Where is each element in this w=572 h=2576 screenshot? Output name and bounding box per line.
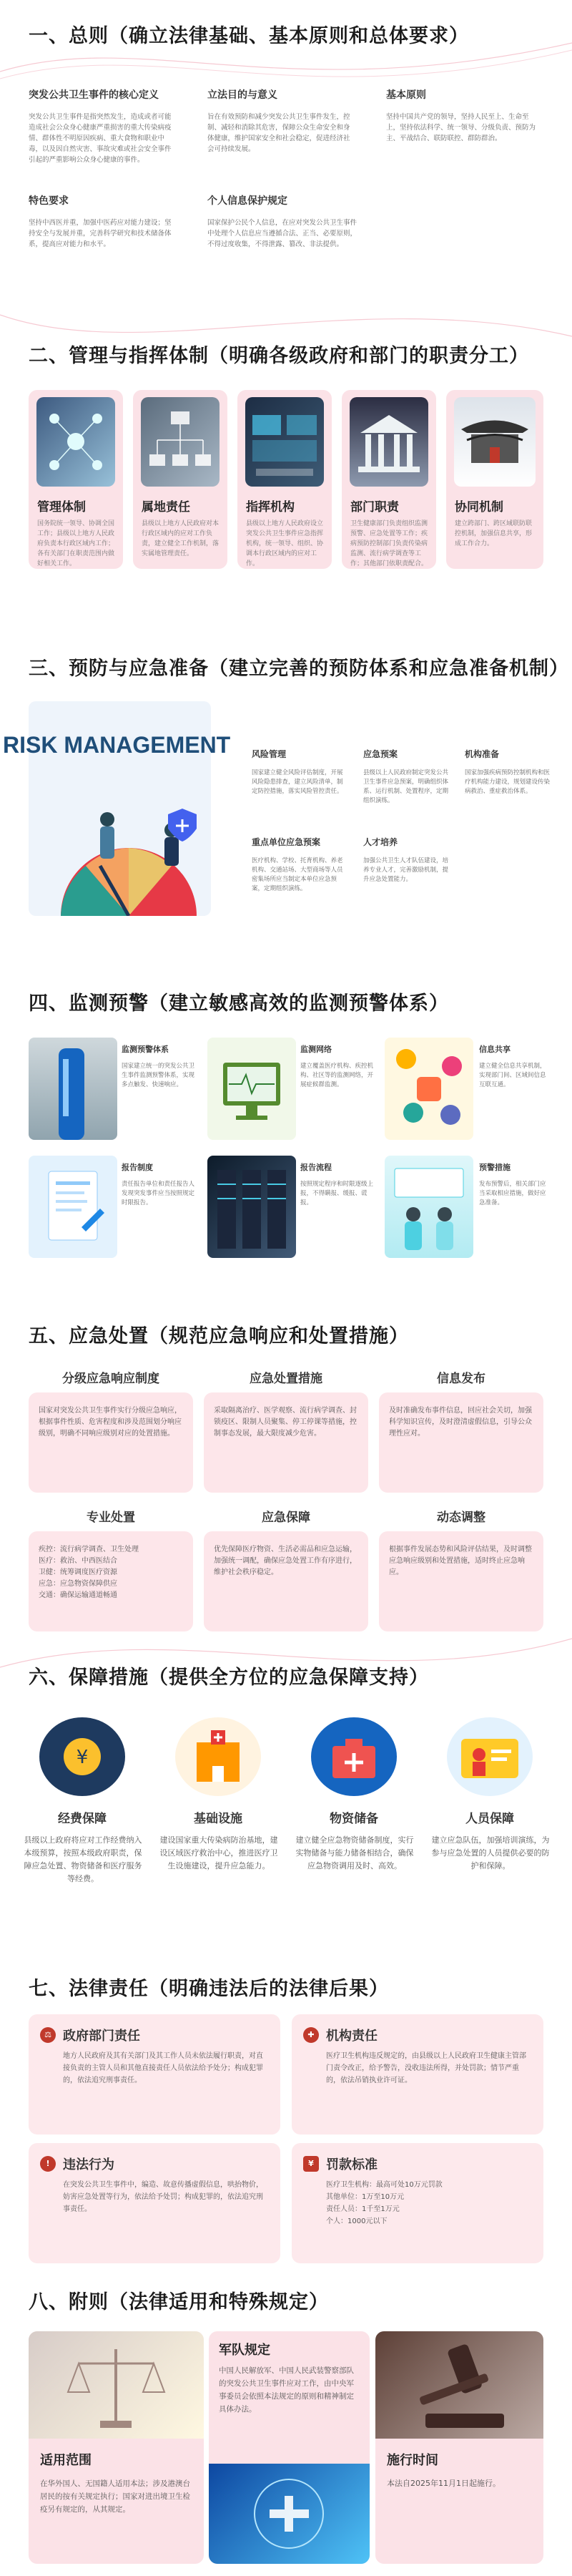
s1-item-head: 基本原则 [386, 89, 426, 101]
s4-item-body: 责任报告单位和责任报告人发现突发事件应当按照规定时限报告。 [122, 1181, 195, 1206]
s2-card [237, 390, 332, 569]
s8-item-body: 在华外国人、无国籍人适用本法；涉及港澳台居民的按有关规定执行；国家对进出境卫生检疫另有规定的，从其规定。 [40, 2479, 190, 2514]
s4-item-head: 预警措施 [479, 1163, 511, 1172]
s7-card [29, 2014, 280, 2135]
s2-card-body: 卫生健康部门负责组织监测预警、应急处置等工作；疾病预防控制部门负责传染病监测、流行病学调查等工作；其他部门依职责配合。 [350, 520, 428, 567]
network-people-image [36, 397, 115, 487]
s4-item [479, 1043, 551, 1090]
s7-item-body: 医疗卫生机构：最高可处10万元罚款 其他单位：1万至10万元 责任人员：1千至1万元 个人：1000元以下 [326, 2181, 443, 2225]
s4-item [122, 1161, 197, 1208]
s4-item [122, 1043, 197, 1090]
s1-item-body: 旨在有效预防和减少突发公共卫生事件发生，控制、减轻和消除其危害，保障公众生命安全和身体健康，维护国家安全和社会稳定，促进经济社会可持续发展。 [207, 113, 350, 153]
s5-item-head: 分级应急响应制度 [62, 1372, 159, 1386]
s7-item-head: 政府部门责任 [63, 2029, 140, 2044]
s1-item [29, 193, 172, 250]
warning-icon: ! [40, 2156, 56, 2172]
s6-item-body: 建设国家重大传染病防治基地，建设区域医疗救治中心，推进医疗卫生设施建设，提升应急能力。 [159, 1835, 278, 1870]
s1-item-head: 立法目的与意义 [207, 89, 277, 101]
s8-card-scope [29, 2331, 204, 2564]
s1-item [386, 87, 536, 144]
report-document-image [29, 1156, 117, 1258]
s6-item-head: 经费保障 [58, 1812, 107, 1826]
s7-item-head: 机构责任 [326, 2029, 378, 2044]
s2-card-body: 县级以上地方人民政府对本行政区域内的应对工作负责，建立健全工作机制，落实属地管理责任。 [142, 520, 220, 557]
section-3-title: 三、预防与应急准备（建立完善的预防体系和应急准备机制） [29, 658, 569, 680]
s5-item-body: 疾控：流行病学调查、卫生处理 医疗：救治、中西医结合 卫健：统筹调度医疗资源 应急：应急物资保障供应 交通：确保运输通道畅通 [29, 1531, 193, 1631]
s4-item [300, 1043, 375, 1090]
s4-item-head: 监测网络 [300, 1045, 332, 1054]
s7-item-head: 违法行为 [63, 2157, 114, 2172]
s1-item-body: 坚持中西医并重，加强中医药应对能力建设；坚持安全与发展并重，完善科学研究和技术储备体系，提高应对能力和水平。 [29, 219, 172, 248]
s4-item-head: 报告制度 [122, 1163, 153, 1172]
s3-item-body: 国家加强疾病预防控制机构和医疗机构能力建设，规划建设传染病救治、重症救治体系。 [465, 769, 551, 795]
s8-item-head: 军队规定 [219, 2343, 270, 2358]
s6-item-body: 建立健全应急物资储备制度，实行实物储备与能力储备相结合，确保应急物资调用及时、高效。 [295, 1835, 414, 1870]
funding-icon [39, 1717, 125, 1796]
hospital-building-icon [175, 1717, 261, 1796]
scales-of-justice-image [29, 2331, 204, 2439]
s3-item [465, 748, 551, 796]
gavel-image [375, 2331, 543, 2439]
section-8-title: 八、附则（法律适用和特殊规定） [29, 2291, 329, 2313]
s3-item [363, 748, 449, 806]
s4-item-head: 信息共享 [479, 1045, 511, 1054]
s3-item [252, 836, 348, 894]
s3-item-head: 机构准备 [465, 749, 500, 759]
s4-item-body: 国家建立统一的突发公共卫生事件监测预警体系，实现多点触发、快速响应。 [122, 1063, 195, 1088]
decorative-wave [0, 0, 572, 100]
heartbeat-monitor-image [207, 1038, 296, 1140]
s3-item-body: 县级以上人民政府制定突发公共卫生事件应急预案，明确组织体系、运行机制、处置程序，定期组织演练。 [363, 769, 449, 804]
s1-item-head: 突发公共卫生事件的核心定义 [29, 89, 159, 101]
s7-card [292, 2014, 543, 2135]
supplies-icon [311, 1717, 397, 1796]
section-6-title: 六、保障措施（提供全方位的应急保障支持） [29, 1667, 429, 1689]
s1-item [29, 87, 172, 165]
command-center-image [245, 397, 324, 487]
s5-item-body: 国家对突发公共卫生事件实行分级应急响应，根据事件性质、危害程度和涉及范围划分响应级别，明确不同响应级别对应的处置措施。 [29, 1392, 193, 1493]
s3-item-head: 应急预案 [363, 749, 398, 759]
s1-item [207, 87, 350, 155]
s5-item-body: 及时准确发布事件信息，回应社会关切，加强科学知识宣传，及时澄清虚假信息，引导公众理性应对。 [379, 1392, 543, 1493]
s4-item-body: 发布预警后，相关部门应当采取相应措施，做好应急准备。 [479, 1181, 546, 1206]
section-5-title: 五、应急处置（规范应急响应和处置措施） [29, 1325, 409, 1347]
fine-icon: ¥ [303, 2156, 319, 2172]
section-2-title: 二、管理与指挥体制（明确各级政府和部门的职责分工） [29, 345, 529, 367]
monitor-tower-image [29, 1038, 117, 1140]
s6-item-body: 县级以上政府将应对工作经费纳入本级预算，按照本级政府职责，保障应急处置、物资储备和医疗服务等经费。 [24, 1835, 142, 1883]
s7-item-body: 在突发公共卫生事件中，编造、故意传播虚假信息，哄抬物价，妨害应急处置等行为，依法给予处罚；构成犯罪的，依法追究刑事责任。 [63, 2181, 263, 2213]
s7-card [29, 2143, 280, 2263]
hospital-icon: ✚ [303, 2027, 319, 2043]
s6-item-body: 建立应急队伍，加强培训演练，为参与应急处置的人员提供必要的防护和保障。 [431, 1835, 550, 1870]
s5-item-head: 应急保障 [262, 1511, 310, 1525]
section-4-title: 四、监测预警（建立敏感高效的监测预警体系） [29, 992, 449, 1015]
s7-card [292, 2143, 543, 2263]
s4-item-head: 监测预警体系 [122, 1045, 169, 1054]
medical-staff-image [385, 1156, 473, 1258]
s1-item-head: 特色要求 [29, 195, 69, 207]
section-1-title: 一、总则（确立法律基础、基本原则和总体要求） [29, 25, 469, 47]
s2-card-head: 部门职责 [350, 500, 399, 514]
s5-item-body: 根据事件发展态势和风险评估结果，及时调整应急响应级别和处置措施，适时终止应急响应。 [379, 1531, 543, 1631]
s2-card [446, 390, 543, 569]
s2-card-head: 管理体制 [37, 500, 86, 514]
s5-item-head: 动态调整 [437, 1511, 485, 1525]
s4-item-body: 建立覆盖医疗机构、疾控机构、社区等的监测网络，开展症候群监测。 [300, 1063, 374, 1088]
s7-item-body: 地方人民政府及其有关部门及其工作人员未依法履行职责，对直接负责的主管人员和其他直接责任人员依法给予处分；构成犯罪的，依法追究刑事责任。 [63, 2052, 263, 2084]
s3-item-body: 加强公共卫生人才队伍建设，培养专业人才，完善激励机制，提升应急处置能力。 [363, 857, 449, 883]
s7-item-head: 罚款标准 [326, 2157, 378, 2172]
svg-text:¥: ¥ [76, 1747, 89, 1768]
s2-card [133, 390, 227, 569]
s6-item-head: 人员保障 [465, 1812, 514, 1826]
s2-card-head: 协同机制 [455, 500, 503, 514]
s1-item-body: 突发公共卫生事件是指突然发生，造成或者可能造成社会公众身心健康严重损害的重大传染病疫情、群体性不明原因疾病、重大食物和职业中毒，以及因自然灾害、事故灾难或社会安全事件引起的严重影响公众身心健康的事件。 [29, 113, 172, 164]
personnel-icon [447, 1717, 533, 1796]
s1-item [207, 193, 358, 250]
risk-management-text: RISK MANAGEMENT [3, 732, 231, 758]
s5-item-body: 采取隔离治疗、医学观察、流行病学调查、封锁疫区、限制人员聚集、停工停课等措施，控制事态发展，最大限度减少危害。 [204, 1392, 368, 1493]
s4-item-body: 按照规定程序和时限逐级上报，不得瞒报、缓报、谎报。 [300, 1181, 374, 1206]
s5-item-head: 信息发布 [437, 1372, 485, 1386]
s8-item-body: 本法自2025年11月1日起施行。 [387, 2479, 500, 2488]
s4-item-head: 报告流程 [300, 1163, 332, 1172]
s1-item-head: 个人信息保护规定 [207, 195, 287, 207]
info-sharing-image [385, 1038, 473, 1140]
s8-item-head: 适用范围 [40, 2453, 92, 2468]
s4-item [300, 1161, 375, 1208]
s5-item-head: 专业处置 [87, 1511, 135, 1525]
medical-tech-image [209, 2464, 370, 2564]
s1-item-body: 坚持中国共产党的领导，坚持人民至上、生命至上，坚持依法科学、统一领导、分级负责、预防为主、平战结合、联防联控、群防群治。 [386, 113, 536, 142]
government-icon: ⚖ [40, 2027, 56, 2043]
government-building-image [350, 397, 428, 487]
s3-item-body: 医疗机构、学校、托育机构、养老机构、交通站场、大型商场等人员密集场所应当制定本单位应急预案，定期组织演练。 [252, 857, 343, 892]
s4-item-body: 建立健全信息共享机制，实现部门间、区域间信息互联互通。 [479, 1063, 546, 1088]
s3-item-head: 风险管理 [252, 749, 287, 759]
s1-item-body: 国家保护公民个人信息，在应对突发公共卫生事件中处理个人信息应当遵循合法、正当、必要原则，不得过度收集，不得泄露、篡改、非法提供。 [207, 219, 358, 248]
s3-item-body: 国家建立健全风险评估制度，开展风险隐患排查，建立风险清单，制定防控措施，落实风险管控责任。 [252, 769, 343, 795]
traditional-building-image [454, 397, 536, 487]
s6-item-head: 基础设施 [194, 1812, 242, 1826]
s5-item-head: 应急处置措施 [250, 1372, 322, 1386]
s6-item-head: 物资储备 [330, 1812, 378, 1826]
s5-item-body: 优先保障医疗物资、生活必需品和应急运输，加强统一调配，确保应急处置工作有序进行，维护社会秩序稳定。 [204, 1531, 368, 1631]
hierarchy-image [141, 397, 220, 487]
s2-card-head: 指挥机构 [246, 500, 295, 514]
s2-card-body: 国务院统一领导、协调全国工作；县级以上地方人民政府负责本行政区域内工作；各有关部门在职责范围内做好相关工作。 [37, 520, 115, 567]
s8-card-military [209, 2331, 370, 2564]
s7-item-body: 医疗卫生机构违反规定的，由县级以上人民政府卫生健康主管部门责令改正，给予警告，没收违法所得，并处罚款；情节严重的，依法吊销执业许可证。 [326, 2052, 526, 2084]
s3-item-head: 人才培养 [363, 837, 398, 847]
s2-card-body: 建立跨部门、跨区域联防联控机制，加强信息共享，形成工作合力。 [455, 520, 533, 547]
server-room-image [207, 1156, 296, 1258]
s8-card-effective-date [375, 2331, 543, 2564]
s8-item-head: 施行时间 [387, 2453, 438, 2468]
s3-item [252, 748, 348, 796]
section-7-title: 七、法律责任（明确违法后的法律后果） [29, 1978, 389, 2000]
s2-card [342, 390, 436, 569]
s4-item [479, 1161, 551, 1208]
s8-item-body: 中国人民解放军、中国人民武装警察部队的突发公共卫生事件应对工作，由中央军事委员会依照本法规定的原则和精神制定具体办法。 [219, 2366, 354, 2414]
s2-card [29, 390, 123, 569]
s2-card-body: 县级以上地方人民政府设立突发公共卫生事件应急指挥机构，统一领导、组织、协调本行政区域内的应对工作。 [246, 520, 324, 567]
s3-item [363, 836, 449, 884]
s2-card-head: 属地责任 [142, 500, 190, 514]
s3-item-head: 重点单位应急预案 [252, 837, 321, 847]
